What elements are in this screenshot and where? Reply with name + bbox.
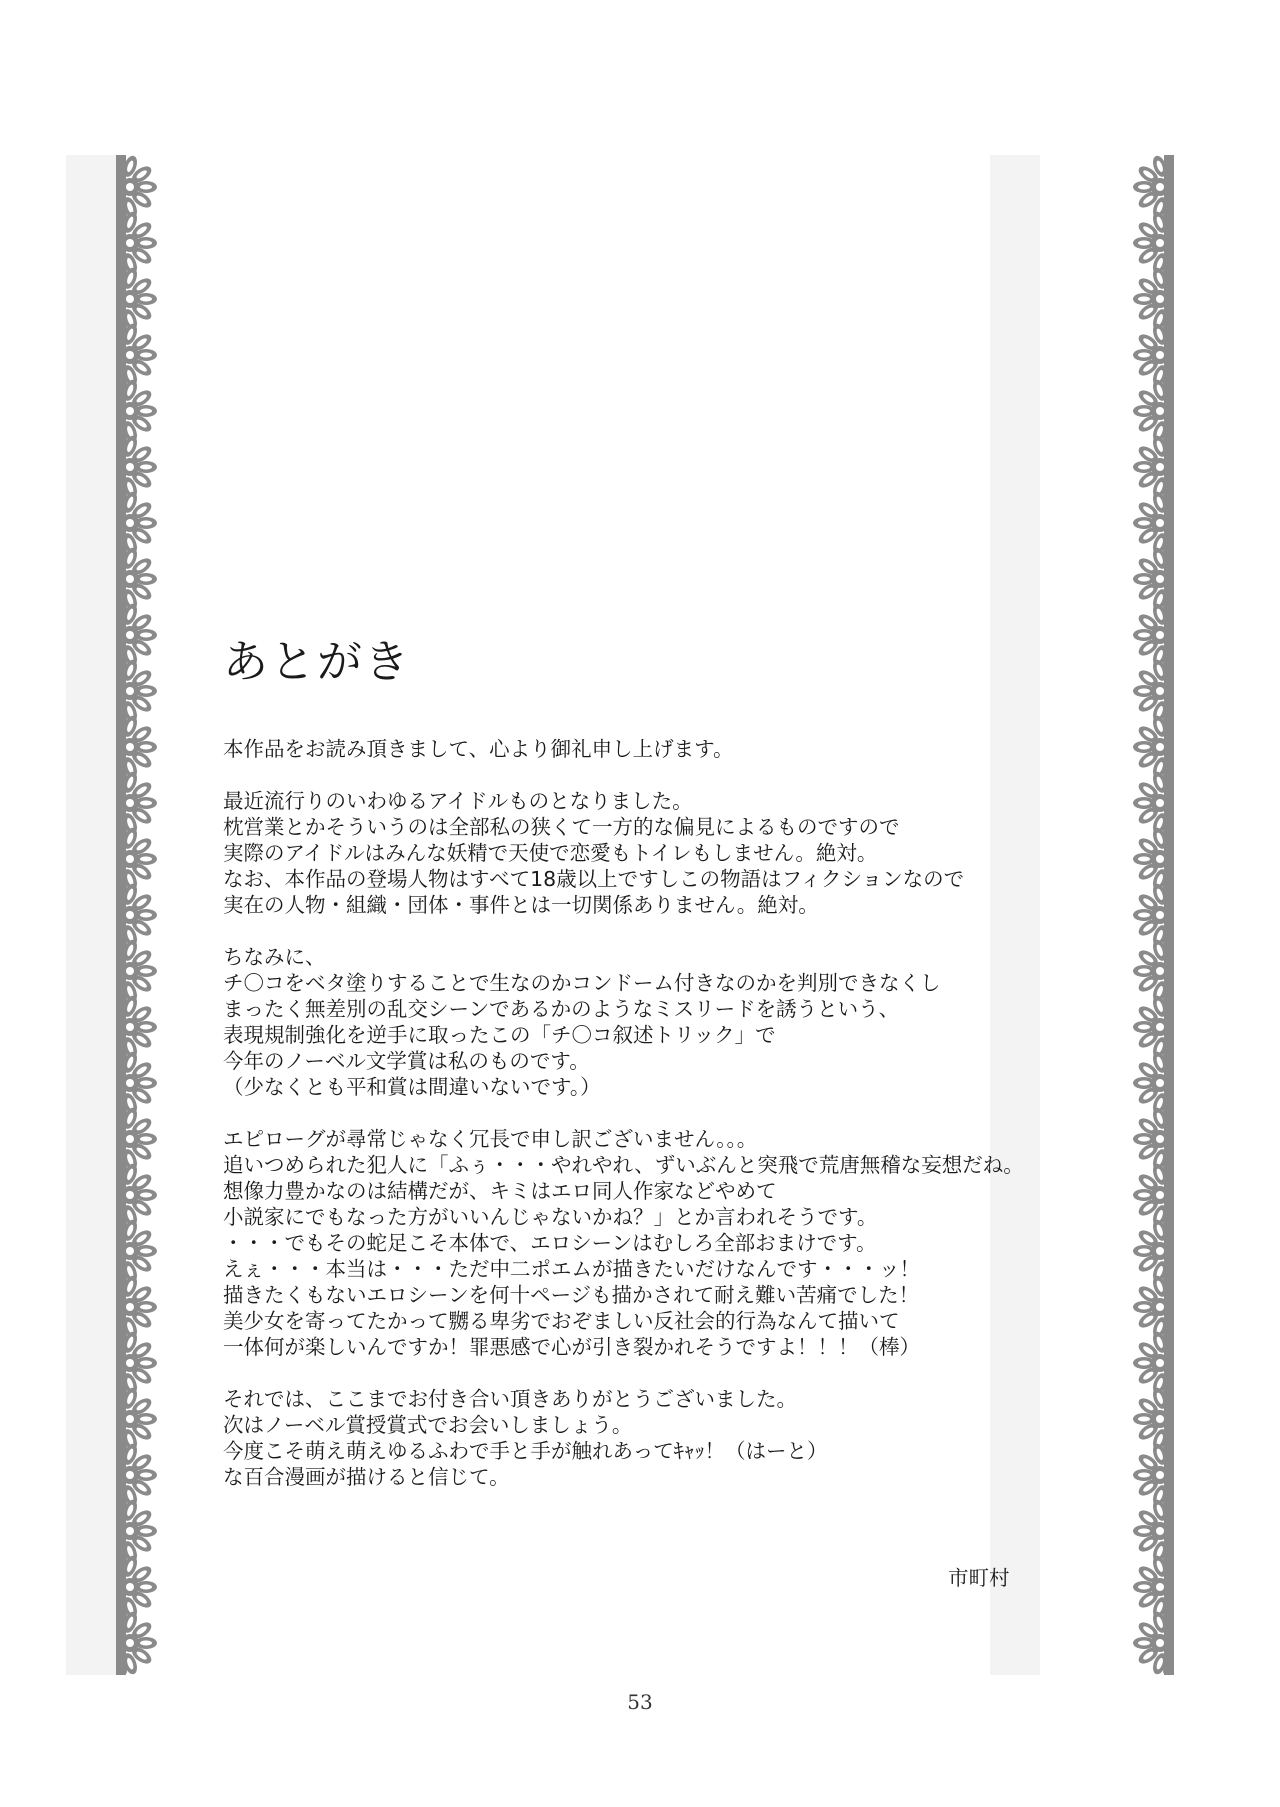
afterword-body: [223, 736, 1083, 1516]
text-line: チ〇コをベタ塗りすることで生なのかコンドーム付きなのかを判別できなくし: [223, 971, 941, 995]
text-line: それでは、ここまでお付き合い頂きありがとうございました。: [223, 1387, 797, 1411]
paragraph: [223, 1386, 1083, 1490]
text-line: 実際のアイドルはみんな妖精で天使で恋愛もトイレもしません。絶対。: [223, 841, 878, 865]
text-line: 枕営業とかそういうのは全部私の狭くて一方的な偏見によるものですので: [223, 815, 900, 839]
text-line: ちなみに、: [223, 945, 326, 969]
text-line: （少なくとも平和賞は間違いないです。）: [223, 1075, 601, 1099]
paragraph: [223, 736, 1083, 762]
text-line: 美少女を寄ってたかって嬲る卑劣でおぞましい反社会的行為なんて描いて: [223, 1309, 900, 1333]
text-line: 実在の人物・組織・団体・事件とは一切関係ありません。絶対。: [223, 893, 819, 917]
text-line: えぇ・・・本当は・・・ただ中二ポエムが描きたいだけなんです・・・ッ！: [223, 1257, 920, 1281]
text-line: 今年のノーベル文学賞は私のものです。: [223, 1049, 590, 1073]
text-line: 想像力豊かなのは結構だが、キミはエロ同人作家などやめて: [223, 1179, 777, 1203]
text-line: 追いつめられた犯人に「ふぅ・・・やれやれ、ずいぶんと突飛で荒唐無稽な妄想だね。: [223, 1153, 1024, 1177]
author-signature: 市町村: [948, 1566, 1010, 1590]
text-line: 最近流行りのいわゆるアイドルものとなりました。: [223, 789, 693, 813]
text-line: 一体何が楽しいんですか！罪悪感で心が引き裂かれそうですよ！！！（棒）: [223, 1335, 920, 1359]
text-line: エピローグが尋常じゃなく冗長で申し訳ございません。。。: [223, 1127, 758, 1151]
text-line: まったく無差別の乱交シーンであるかのようなミスリードを誘うという、: [223, 997, 900, 1021]
page-title: あとがき: [223, 635, 412, 688]
paragraph: [223, 1126, 1083, 1360]
text-line: 今度こそ萌え萌えゆるふわで手と手が触れあってｷｬｯ！（はーと）: [223, 1439, 828, 1463]
text-line: な百合漫画が描けると信じて。: [223, 1465, 510, 1489]
paragraph: [223, 944, 1083, 1100]
paragraph: [223, 788, 1083, 918]
text-line: ・・・でもその蛇足こそ本体で、エロシーンはむしろ全部おまけです。: [223, 1231, 877, 1255]
text-line: 小説家にでもなった方がいいんじゃないかね？」とか言われそうです。: [223, 1205, 878, 1229]
left-margin-shade: [66, 155, 120, 1675]
right-ornament-border: [1118, 155, 1176, 1675]
text-line: なお、本作品の登場人物はすべて18歳以上ですしこの物語はフィクションなので: [223, 867, 965, 891]
text-line: 次はノーベル賞授賞式でお会いしましょう。: [223, 1413, 633, 1437]
fan-ornament-icon: [1118, 155, 1176, 1675]
page-number: 53: [627, 1690, 653, 1714]
text-line: 描きたくもないエロシーンを何十ページも描かされて耐え難い苦痛でした！: [223, 1283, 920, 1307]
text-line: 本作品をお読み頂きまして、心より御礼申し上げます。: [223, 737, 734, 761]
left-ornament-border: [114, 155, 172, 1675]
text-line: 表現規制強化を逆手に取ったこの「チ〇コ叙述トリック」で: [223, 1023, 776, 1047]
fan-ornament-icon: [114, 155, 172, 1675]
